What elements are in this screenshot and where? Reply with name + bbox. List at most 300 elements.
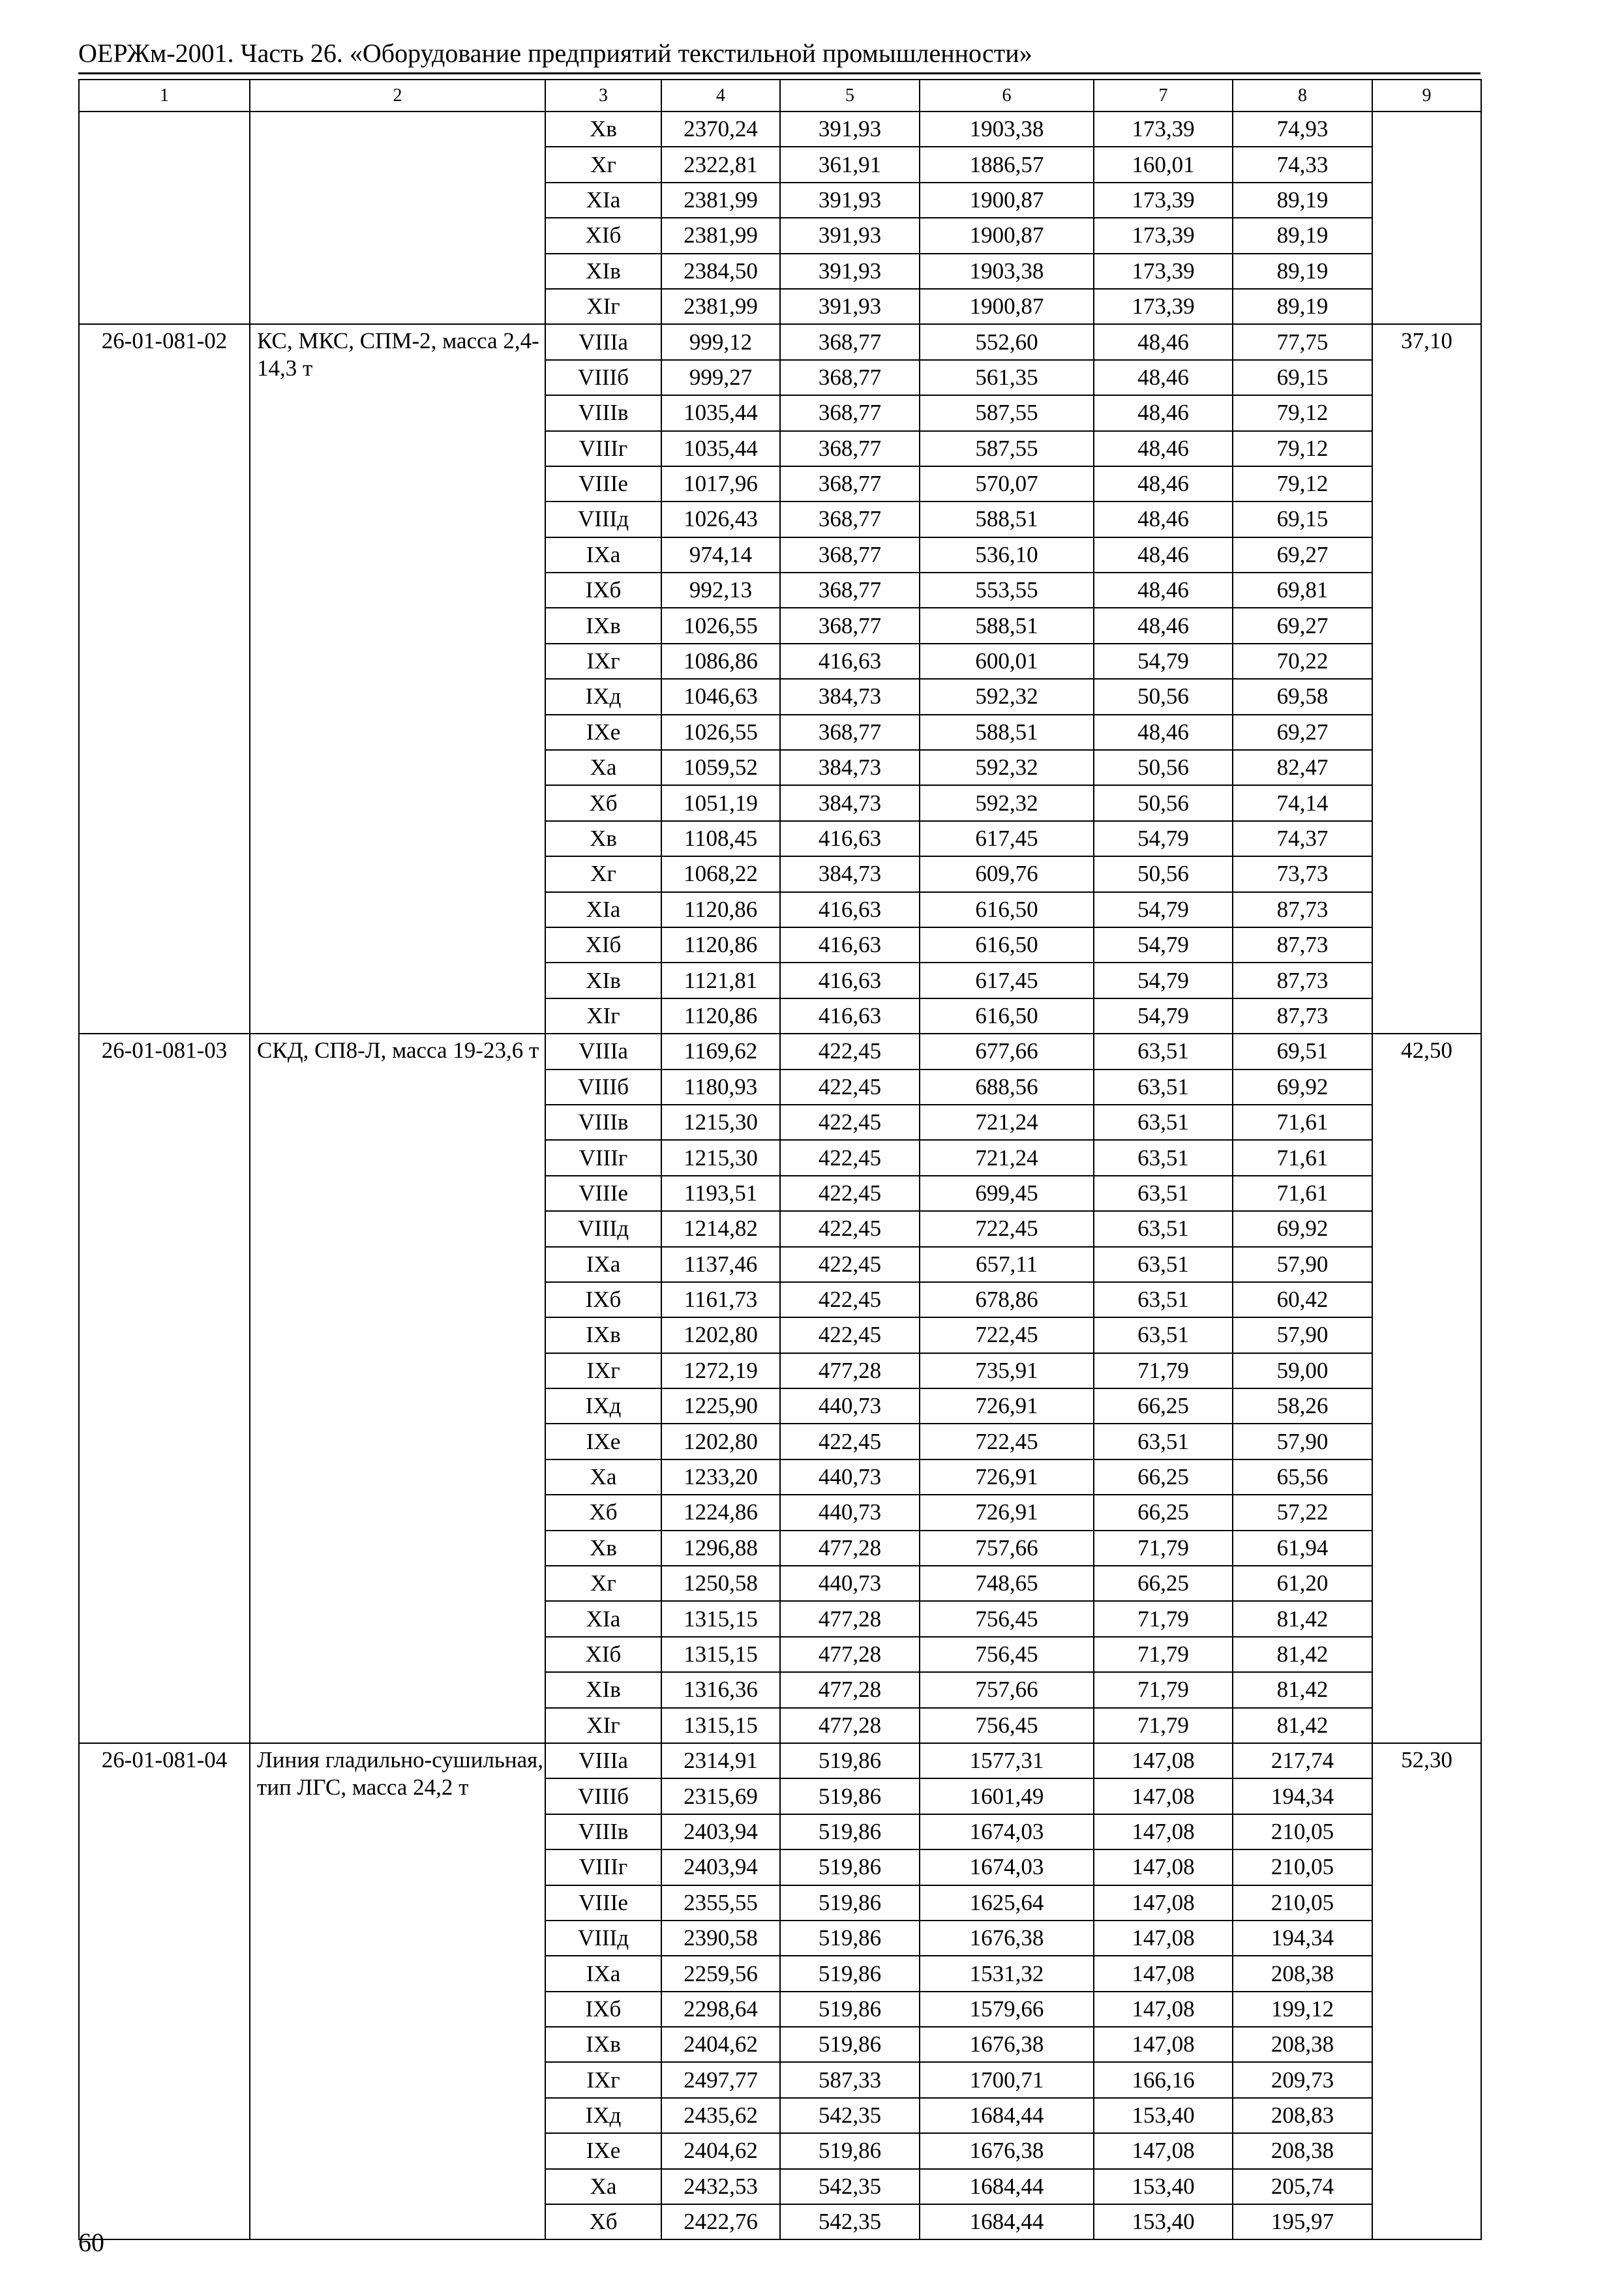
- value-cell: 2370,24: [661, 112, 780, 147]
- zone-cell: Xa: [545, 750, 661, 785]
- value-cell: 519,86: [780, 2027, 920, 2062]
- value-cell: 71,79: [1094, 1637, 1233, 1672]
- value-cell: 1026,43: [661, 501, 780, 537]
- value-cell: 217,74: [1233, 1743, 1372, 1778]
- value-cell: 542,35: [780, 2098, 920, 2133]
- page-header: ОЕРЖм-2001. Часть 26. «Оборудование предприятий текстильной промышленности»: [78, 38, 1032, 68]
- value-cell: 63,51: [1094, 1070, 1233, 1105]
- zone-cell: IXв: [545, 2027, 661, 2062]
- value-cell: 1225,90: [661, 1388, 780, 1424]
- value-cell: 422,45: [780, 1140, 920, 1175]
- value-cell: 54,79: [1094, 963, 1233, 998]
- value-cell: 74,93: [1233, 112, 1372, 147]
- value-cell: 2422,76: [661, 2204, 780, 2239]
- value-cell: 756,45: [920, 1637, 1094, 1672]
- value-cell: 592,32: [920, 750, 1094, 785]
- value-cell: 79,12: [1233, 395, 1372, 430]
- value-cell: 1250,58: [661, 1566, 780, 1601]
- value-cell: 1215,30: [661, 1105, 780, 1140]
- value-cell: 81,42: [1233, 1637, 1372, 1672]
- zone-cell: Xб: [545, 2204, 661, 2239]
- value-cell: 147,08: [1094, 2027, 1233, 2062]
- value-cell: 391,93: [780, 112, 920, 147]
- value-cell: 48,46: [1094, 537, 1233, 573]
- value-cell: 63,51: [1094, 1424, 1233, 1459]
- value-cell: 79,12: [1233, 466, 1372, 501]
- value-cell: 368,77: [780, 608, 920, 643]
- value-cell: 588,51: [920, 715, 1094, 750]
- value-cell: 553,55: [920, 573, 1094, 608]
- value-cell: 416,63: [780, 644, 920, 679]
- value-cell: 57,90: [1233, 1317, 1372, 1353]
- value-cell: 63,51: [1094, 1034, 1233, 1069]
- value-cell: 71,79: [1094, 1708, 1233, 1743]
- zone-cell: Xб: [545, 1495, 661, 1530]
- value-cell: 69,92: [1233, 1070, 1372, 1105]
- value-cell: 69,27: [1233, 715, 1372, 750]
- table-row: [79, 324, 1481, 359]
- value-cell: 147,08: [1094, 1992, 1233, 2027]
- value-cell: 153,40: [1094, 2204, 1233, 2239]
- value-cell: 617,45: [920, 821, 1094, 856]
- column-header: 8: [1233, 80, 1372, 112]
- value-cell: 477,28: [780, 1531, 920, 1566]
- value-cell: 59,00: [1233, 1353, 1372, 1388]
- value-cell: 552,60: [920, 324, 1094, 359]
- table-row: [79, 1034, 1481, 1069]
- value-cell: 57,22: [1233, 1495, 1372, 1530]
- value-cell: 992,13: [661, 573, 780, 608]
- value-cell: 1676,38: [920, 1921, 1094, 1956]
- zone-cell: VIIIе: [545, 1176, 661, 1211]
- value-cell: 208,38: [1233, 1956, 1372, 1991]
- zone-cell: VIIIд: [545, 1211, 661, 1246]
- value-cell: 153,40: [1094, 2169, 1233, 2204]
- value-cell: 519,86: [780, 1849, 920, 1885]
- zone-cell: XIв: [545, 1672, 661, 1707]
- value-cell: 609,76: [920, 856, 1094, 891]
- zone-cell: VIIIб: [545, 1778, 661, 1814]
- value-cell: 368,77: [780, 466, 920, 501]
- value-cell: 63,51: [1094, 1211, 1233, 1246]
- value-cell: 48,46: [1094, 395, 1233, 430]
- value-cell: 416,63: [780, 998, 920, 1034]
- value-cell: 50,56: [1094, 750, 1233, 785]
- value-cell: 756,45: [920, 1708, 1094, 1743]
- zone-cell: VIIIе: [545, 1885, 661, 1921]
- value-cell: 2381,99: [661, 183, 780, 218]
- value-cell: 617,45: [920, 963, 1094, 998]
- value-cell: 1601,49: [920, 1778, 1094, 1814]
- value-cell: 722,45: [920, 1211, 1094, 1246]
- col9-value-cell: 52,30: [1372, 1743, 1481, 2239]
- zone-cell: Xг: [545, 147, 661, 182]
- zone-cell: XIг: [545, 998, 661, 1034]
- value-cell: 2404,62: [661, 2027, 780, 2062]
- value-cell: 440,73: [780, 1495, 920, 1530]
- value-cell: 519,86: [780, 1992, 920, 2027]
- value-cell: 63,51: [1094, 1282, 1233, 1317]
- item-code-cell: 26-01-081-02: [79, 324, 250, 1034]
- value-cell: 54,79: [1094, 892, 1233, 927]
- zone-cell: VIIIв: [545, 1814, 661, 1849]
- value-cell: 166,16: [1094, 2062, 1233, 2097]
- value-cell: 587,33: [780, 2062, 920, 2097]
- value-cell: 2381,99: [661, 218, 780, 253]
- column-header: 7: [1094, 80, 1233, 112]
- item-code-cell: 26-01-081-03: [79, 1034, 250, 1743]
- value-cell: 422,45: [780, 1424, 920, 1459]
- value-cell: 69,15: [1233, 360, 1372, 395]
- value-cell: 416,63: [780, 821, 920, 856]
- value-cell: 69,15: [1233, 501, 1372, 537]
- item-code-cell: [79, 112, 250, 324]
- value-cell: 519,86: [780, 1885, 920, 1921]
- value-cell: 721,24: [920, 1140, 1094, 1175]
- value-cell: 1180,93: [661, 1070, 780, 1105]
- value-cell: 57,90: [1233, 1424, 1372, 1459]
- value-cell: 384,73: [780, 856, 920, 891]
- value-cell: 1684,44: [920, 2204, 1094, 2239]
- value-cell: 588,51: [920, 501, 1094, 537]
- value-cell: 1120,86: [661, 892, 780, 927]
- value-cell: 81,42: [1233, 1601, 1372, 1636]
- value-cell: 210,05: [1233, 1849, 1372, 1885]
- value-cell: 368,77: [780, 501, 920, 537]
- value-cell: 2404,62: [661, 2133, 780, 2168]
- value-cell: 721,24: [920, 1105, 1094, 1140]
- value-cell: 588,51: [920, 608, 1094, 643]
- value-cell: 1059,52: [661, 750, 780, 785]
- value-cell: 592,32: [920, 679, 1094, 714]
- value-cell: 368,77: [780, 537, 920, 573]
- value-cell: 48,46: [1094, 608, 1233, 643]
- zone-cell: IXе: [545, 1424, 661, 1459]
- value-cell: 2435,62: [661, 2098, 780, 2133]
- zone-cell: IXд: [545, 679, 661, 714]
- value-cell: 587,55: [920, 395, 1094, 430]
- value-cell: 147,08: [1094, 2133, 1233, 2168]
- value-cell: 735,91: [920, 1353, 1094, 1388]
- value-cell: 1026,55: [661, 608, 780, 643]
- value-cell: 1202,80: [661, 1317, 780, 1353]
- value-cell: 2355,55: [661, 1885, 780, 1921]
- value-cell: 384,73: [780, 785, 920, 820]
- value-cell: 974,14: [661, 537, 780, 573]
- value-cell: 205,74: [1233, 2169, 1372, 2204]
- value-cell: 66,25: [1094, 1566, 1233, 1601]
- value-cell: 440,73: [780, 1566, 920, 1601]
- value-cell: 1035,44: [661, 395, 780, 430]
- value-cell: 73,73: [1233, 856, 1372, 891]
- zone-cell: XIa: [545, 892, 661, 927]
- value-cell: 1577,31: [920, 1743, 1094, 1778]
- zone-cell: VIIIб: [545, 360, 661, 395]
- value-cell: 1121,81: [661, 963, 780, 998]
- value-cell: 48,46: [1094, 466, 1233, 501]
- header-rule: [78, 72, 1481, 74]
- value-cell: 1035,44: [661, 431, 780, 466]
- value-cell: 1137,46: [661, 1247, 780, 1282]
- value-cell: 422,45: [780, 1317, 920, 1353]
- value-cell: 160,01: [1094, 147, 1233, 182]
- value-cell: 1900,87: [920, 289, 1094, 324]
- value-cell: 999,27: [661, 360, 780, 395]
- value-cell: 147,08: [1094, 1849, 1233, 1885]
- value-cell: 147,08: [1094, 1956, 1233, 1991]
- value-cell: 600,01: [920, 644, 1094, 679]
- zone-cell: VIIIг: [545, 431, 661, 466]
- value-cell: 1684,44: [920, 2169, 1094, 2204]
- value-cell: 570,07: [920, 466, 1094, 501]
- value-cell: 2432,53: [661, 2169, 780, 2204]
- value-cell: 561,35: [920, 360, 1094, 395]
- zone-cell: VIIIб: [545, 1070, 661, 1105]
- value-cell: 1214,82: [661, 1211, 780, 1246]
- value-cell: 71,79: [1094, 1672, 1233, 1707]
- column-header: 9: [1372, 80, 1481, 112]
- rates-table: [78, 79, 1482, 2240]
- zone-cell: VIIIв: [545, 395, 661, 430]
- zone-cell: VIIIг: [545, 1140, 661, 1175]
- value-cell: 1674,03: [920, 1849, 1094, 1885]
- value-cell: 422,45: [780, 1282, 920, 1317]
- value-cell: 65,56: [1233, 1459, 1372, 1495]
- value-cell: 2390,58: [661, 1921, 780, 1956]
- value-cell: 71,79: [1094, 1531, 1233, 1566]
- value-cell: 384,73: [780, 679, 920, 714]
- value-cell: 757,66: [920, 1672, 1094, 1707]
- value-cell: 592,32: [920, 785, 1094, 820]
- value-cell: 616,50: [920, 927, 1094, 963]
- value-cell: 1676,38: [920, 2133, 1094, 2168]
- value-cell: 422,45: [780, 1176, 920, 1211]
- value-cell: 66,25: [1094, 1495, 1233, 1530]
- value-cell: 173,39: [1094, 254, 1233, 289]
- item-code-cell: 26-01-081-04: [79, 1743, 250, 2239]
- value-cell: 194,34: [1233, 1778, 1372, 1814]
- value-cell: 48,46: [1094, 573, 1233, 608]
- value-cell: 89,19: [1233, 218, 1372, 253]
- zone-cell: XIб: [545, 1637, 661, 1672]
- value-cell: 2381,99: [661, 289, 780, 324]
- zone-cell: Xa: [545, 1459, 661, 1495]
- value-cell: 74,33: [1233, 147, 1372, 182]
- value-cell: 63,51: [1094, 1105, 1233, 1140]
- value-cell: 58,26: [1233, 1388, 1372, 1424]
- value-cell: 2298,64: [661, 1992, 780, 2027]
- zone-cell: IXд: [545, 2098, 661, 2133]
- value-cell: 50,56: [1094, 679, 1233, 714]
- value-cell: 422,45: [780, 1211, 920, 1246]
- zone-cell: XIб: [545, 218, 661, 253]
- value-cell: 74,14: [1233, 785, 1372, 820]
- value-cell: 368,77: [780, 573, 920, 608]
- value-cell: 70,22: [1233, 644, 1372, 679]
- value-cell: 1684,44: [920, 2098, 1094, 2133]
- value-cell: 2259,56: [661, 1956, 780, 1991]
- column-header: 1: [79, 80, 250, 112]
- value-cell: 391,93: [780, 289, 920, 324]
- zone-cell: XIб: [545, 927, 661, 963]
- value-cell: 54,79: [1094, 821, 1233, 856]
- zone-cell: XIв: [545, 254, 661, 289]
- value-cell: 699,45: [920, 1176, 1094, 1211]
- value-cell: 69,81: [1233, 573, 1372, 608]
- value-cell: 519,86: [780, 1743, 920, 1778]
- value-cell: 542,35: [780, 2169, 920, 2204]
- zone-cell: IXб: [545, 1992, 661, 2027]
- item-description-cell: КС, МКС, СПМ-2, масса 2,4-14,3 т: [250, 324, 545, 1034]
- value-cell: 1579,66: [920, 1992, 1094, 2027]
- value-cell: 153,40: [1094, 2098, 1233, 2133]
- value-cell: 748,65: [920, 1566, 1094, 1601]
- zone-cell: IXв: [545, 1317, 661, 1353]
- value-cell: 57,90: [1233, 1247, 1372, 1282]
- value-cell: 71,61: [1233, 1105, 1372, 1140]
- value-cell: 69,51: [1233, 1034, 1372, 1069]
- zone-cell: IXг: [545, 2062, 661, 2097]
- value-cell: 87,73: [1233, 998, 1372, 1034]
- col9-value-cell: 42,50: [1372, 1034, 1481, 1743]
- value-cell: 2315,69: [661, 1778, 780, 1814]
- value-cell: 199,12: [1233, 1992, 1372, 2027]
- value-cell: 71,79: [1094, 1601, 1233, 1636]
- column-header: 3: [545, 80, 661, 112]
- value-cell: 1026,55: [661, 715, 780, 750]
- zone-cell: VIIIв: [545, 1105, 661, 1140]
- value-cell: 1531,32: [920, 1956, 1094, 1991]
- value-cell: 477,28: [780, 1637, 920, 1672]
- value-cell: 208,38: [1233, 2133, 1372, 2168]
- zone-cell: VIIIa: [545, 1034, 661, 1069]
- value-cell: 89,19: [1233, 289, 1372, 324]
- zone-cell: IXa: [545, 1956, 661, 1991]
- value-cell: 69,92: [1233, 1211, 1372, 1246]
- zone-cell: Xг: [545, 856, 661, 891]
- value-cell: 1051,19: [661, 785, 780, 820]
- value-cell: 368,77: [780, 324, 920, 359]
- value-cell: 66,25: [1094, 1388, 1233, 1424]
- value-cell: 1108,45: [661, 821, 780, 856]
- zone-cell: VIIIг: [545, 1849, 661, 1885]
- column-header: 4: [661, 80, 780, 112]
- value-cell: 1296,88: [661, 1531, 780, 1566]
- value-cell: 1903,38: [920, 254, 1094, 289]
- value-cell: 722,45: [920, 1317, 1094, 1353]
- value-cell: 147,08: [1094, 1778, 1233, 1814]
- value-cell: 1120,86: [661, 927, 780, 963]
- value-cell: 1068,22: [661, 856, 780, 891]
- value-cell: 74,37: [1233, 821, 1372, 856]
- zone-cell: XIг: [545, 289, 661, 324]
- value-cell: 1674,03: [920, 1814, 1094, 1849]
- value-cell: 81,42: [1233, 1708, 1372, 1743]
- value-cell: 726,91: [920, 1459, 1094, 1495]
- value-cell: 1676,38: [920, 2027, 1094, 2062]
- value-cell: 519,86: [780, 1956, 920, 1991]
- value-cell: 48,46: [1094, 715, 1233, 750]
- value-cell: 1193,51: [661, 1176, 780, 1211]
- value-cell: 2403,94: [661, 1814, 780, 1849]
- value-cell: 2384,50: [661, 254, 780, 289]
- value-cell: 69,58: [1233, 679, 1372, 714]
- value-cell: 195,97: [1233, 2204, 1372, 2239]
- zone-cell: XIв: [545, 963, 661, 998]
- value-cell: 209,73: [1233, 2062, 1372, 2097]
- value-cell: 208,83: [1233, 2098, 1372, 2133]
- zone-cell: XIa: [545, 183, 661, 218]
- value-cell: 61,94: [1233, 1531, 1372, 1566]
- value-cell: 519,86: [780, 2133, 920, 2168]
- value-cell: 77,75: [1233, 324, 1372, 359]
- value-cell: 54,79: [1094, 927, 1233, 963]
- value-cell: 361,91: [780, 147, 920, 182]
- value-cell: 368,77: [780, 431, 920, 466]
- column-header: 5: [780, 80, 920, 112]
- zone-cell: VIIIд: [545, 501, 661, 537]
- page-number: 60: [78, 2228, 104, 2257]
- zone-cell: IXa: [545, 537, 661, 573]
- value-cell: 63,51: [1094, 1176, 1233, 1211]
- value-cell: 1086,86: [661, 644, 780, 679]
- value-cell: 54,79: [1094, 998, 1233, 1034]
- value-cell: 1900,87: [920, 183, 1094, 218]
- value-cell: 61,20: [1233, 1566, 1372, 1601]
- value-cell: 60,42: [1233, 1282, 1372, 1317]
- value-cell: 1046,63: [661, 679, 780, 714]
- zone-cell: IXг: [545, 1353, 661, 1388]
- zone-cell: IXг: [545, 644, 661, 679]
- value-cell: 1316,36: [661, 1672, 780, 1707]
- value-cell: 71,79: [1094, 1353, 1233, 1388]
- zone-cell: IXд: [545, 1388, 661, 1424]
- zone-cell: XIa: [545, 1601, 661, 1636]
- value-cell: 2314,91: [661, 1743, 780, 1778]
- value-cell: 616,50: [920, 892, 1094, 927]
- value-cell: 391,93: [780, 254, 920, 289]
- value-cell: 1215,30: [661, 1140, 780, 1175]
- value-cell: 1161,73: [661, 1282, 780, 1317]
- value-cell: 999,12: [661, 324, 780, 359]
- zone-cell: IXе: [545, 715, 661, 750]
- zone-cell: IXв: [545, 608, 661, 643]
- value-cell: 147,08: [1094, 1885, 1233, 1921]
- value-cell: 71,61: [1233, 1176, 1372, 1211]
- value-cell: 368,77: [780, 395, 920, 430]
- value-cell: 542,35: [780, 2204, 920, 2239]
- value-cell: 477,28: [780, 1601, 920, 1636]
- value-cell: 416,63: [780, 927, 920, 963]
- value-cell: 87,73: [1233, 892, 1372, 927]
- value-cell: 384,73: [780, 750, 920, 785]
- zone-cell: VIIIa: [545, 324, 661, 359]
- zone-cell: Xв: [545, 821, 661, 856]
- column-header: 2: [250, 80, 545, 112]
- value-cell: 2497,77: [661, 2062, 780, 2097]
- value-cell: 1625,64: [920, 1885, 1094, 1921]
- value-cell: 210,05: [1233, 1814, 1372, 1849]
- column-number-row: [79, 80, 1481, 112]
- value-cell: 391,93: [780, 218, 920, 253]
- value-cell: 69,27: [1233, 537, 1372, 573]
- value-cell: 726,91: [920, 1388, 1094, 1424]
- value-cell: 54,79: [1094, 644, 1233, 679]
- value-cell: 1903,38: [920, 112, 1094, 147]
- zone-cell: VIIIa: [545, 1743, 661, 1778]
- col9-value-cell: 37,10: [1372, 324, 1481, 1034]
- value-cell: 66,25: [1094, 1459, 1233, 1495]
